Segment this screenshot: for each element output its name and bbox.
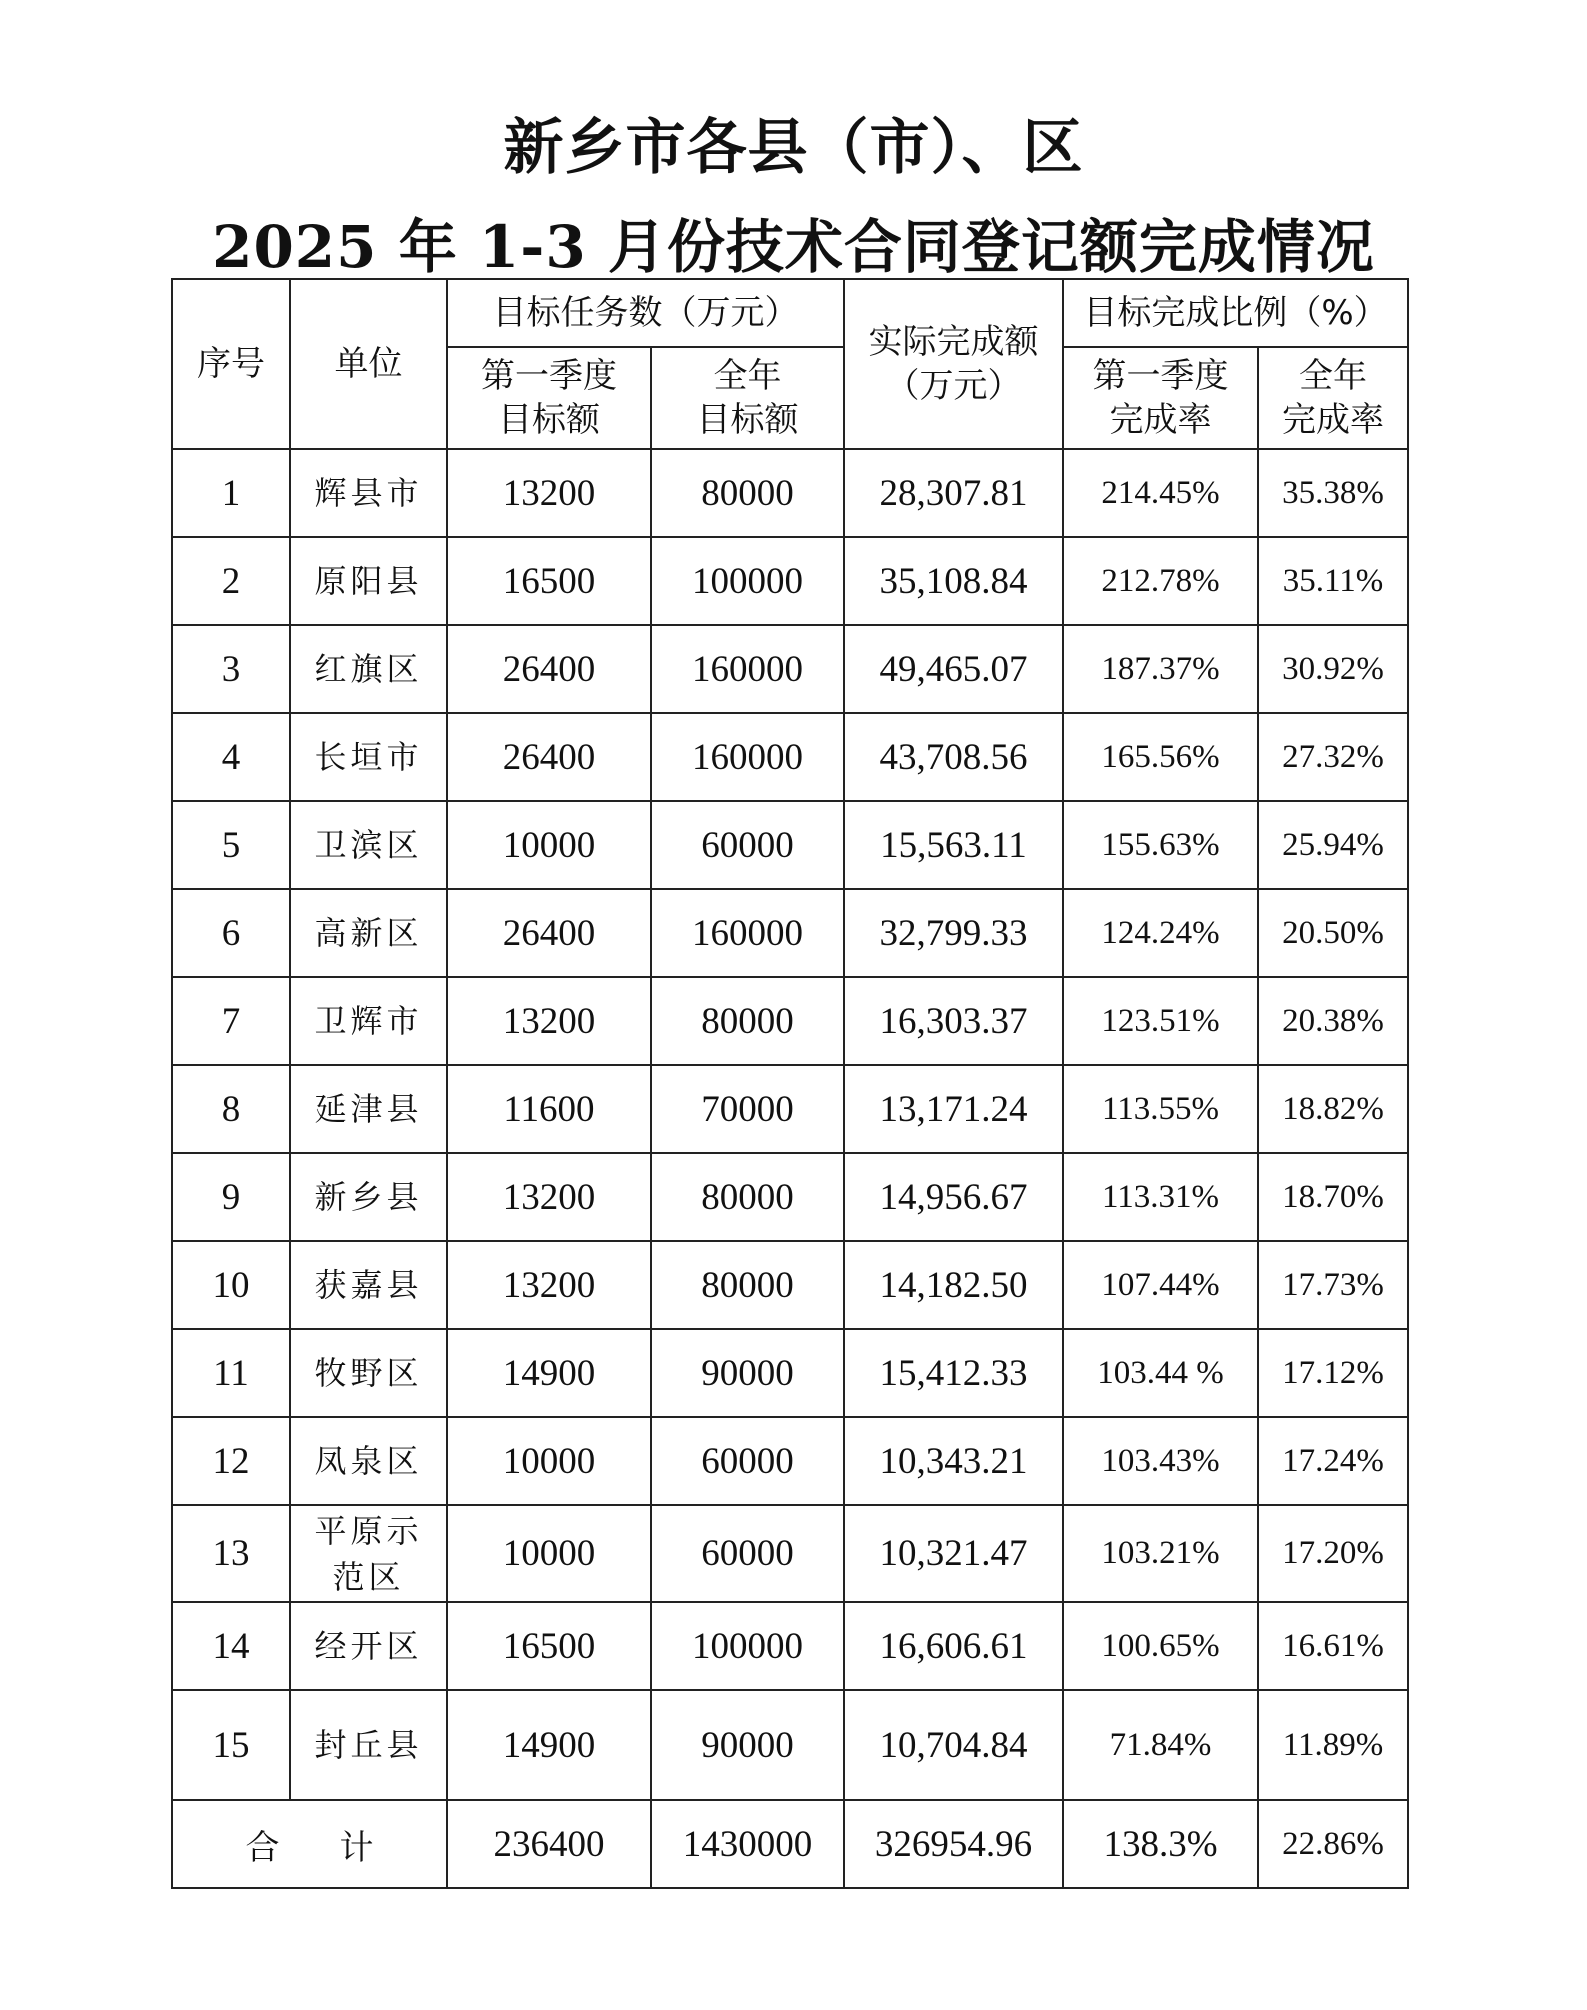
row-q1-target: 13200 [447,1153,651,1241]
page-title: 新乡市各县（市）、区 [503,113,1084,183]
row-year-target: 90000 [651,1329,844,1417]
row-unit: 辉县市 [290,449,447,537]
row-actual: 43,708.56 [844,713,1063,801]
row-unit-line1: 平原示 [314,1511,423,1550]
row-year-target: 160000 [651,713,844,801]
table-row [172,1505,1408,1602]
row-year-rate: 25.94% [1258,801,1408,889]
row-actual: 14,956.67 [844,1153,1063,1241]
row-year-target: 60000 [651,801,844,889]
row-q1-target: 10000 [447,1505,651,1602]
row-seq: 11 [172,1329,290,1417]
row-seq: 14 [172,1602,290,1690]
row-year-target: 80000 [651,449,844,537]
row-seq: 7 [172,977,290,1065]
row-actual: 10,321.47 [844,1505,1063,1602]
row-unit: 经开区 [290,1602,447,1690]
table-row [172,1417,1408,1505]
row-q1-rate: 107.44% [1063,1241,1258,1329]
table-row [172,801,1408,889]
row-unit: 长垣市 [290,713,447,801]
row-q1-target: 14900 [447,1690,651,1800]
row-year-target: 60000 [651,1505,844,1602]
row-q1-target: 26400 [447,713,651,801]
row-q1-target: 13200 [447,977,651,1065]
row-q1-rate: 155.63% [1063,801,1258,889]
row-seq: 1 [172,449,290,537]
row-q1-rate: 113.31% [1063,1153,1258,1241]
row-year-rate: 16.61% [1258,1602,1408,1690]
row-q1-target: 11600 [447,1065,651,1153]
row-actual: 35,108.84 [844,537,1063,625]
row-q1-rate: 212.78% [1063,537,1258,625]
table-row [172,713,1408,801]
row-unit [290,1505,447,1602]
header-unit: 单位 [290,279,447,449]
row-unit: 高新区 [290,889,447,977]
header-actual-line1: 实际完成额 [868,322,1039,362]
row-year-rate: 18.82% [1258,1065,1408,1153]
row-year-target: 80000 [651,977,844,1065]
header-year-target-line1: 全年 [713,356,782,396]
row-year-rate: 18.70% [1258,1153,1408,1241]
row-seq: 9 [172,1153,290,1241]
row-q1-rate: 103.43% [1063,1417,1258,1505]
total-year-target: 1430000 [651,1800,844,1888]
row-q1-target: 26400 [447,889,651,977]
total-q1-target: 236400 [447,1800,651,1888]
row-year-target: 70000 [651,1065,844,1153]
header-year-rate-line1: 全年 [1299,356,1367,396]
table-row [172,625,1408,713]
row-actual: 10,704.84 [844,1690,1063,1800]
row-year-target: 90000 [651,1690,844,1800]
row-seq: 2 [172,537,290,625]
row-actual: 10,343.21 [844,1417,1063,1505]
row-seq: 15 [172,1690,290,1800]
row-q1-rate: 124.24% [1063,889,1258,977]
row-unit-line2: 范区 [332,1557,405,1596]
row-unit: 延津县 [290,1065,447,1153]
row-year-rate: 17.12% [1258,1329,1408,1417]
row-q1-rate: 103.21% [1063,1505,1258,1602]
total-actual: 326954.96 [844,1800,1063,1888]
table-row [172,1065,1408,1153]
row-q1-target: 10000 [447,801,651,889]
row-year-target: 80000 [651,1153,844,1241]
row-q1-rate: 187.37% [1063,625,1258,713]
header-q1-rate [1063,347,1258,449]
row-unit: 卫辉市 [290,977,447,1065]
header-q1-rate-line2: 完成率 [1109,400,1212,440]
table-row [172,537,1408,625]
row-unit: 原阳县 [290,537,447,625]
row-year-rate: 35.11% [1258,537,1408,625]
header-row-1 [172,279,1408,347]
table-row [172,977,1408,1065]
row-actual: 32,799.33 [844,889,1063,977]
row-seq: 12 [172,1417,290,1505]
row-year-target: 100000 [651,1602,844,1690]
total-row [172,1800,1408,1888]
row-actual: 15,412.33 [844,1329,1063,1417]
row-actual: 16,303.37 [844,977,1063,1065]
row-q1-rate: 113.55% [1063,1065,1258,1153]
row-unit: 牧野区 [290,1329,447,1417]
header-year-target [651,347,844,449]
table-row [172,1602,1408,1690]
header-q1-target-line1: 第一季度 [481,356,617,396]
row-actual: 28,307.81 [844,449,1063,537]
row-seq: 13 [172,1505,290,1602]
row-year-target: 160000 [651,889,844,977]
header-actual-line2: （万元） [885,366,1022,406]
row-unit: 卫滨区 [290,801,447,889]
header-q1-target [447,347,651,449]
table-row [172,1153,1408,1241]
row-seq: 10 [172,1241,290,1329]
row-q1-rate: 71.84% [1063,1690,1258,1800]
row-unit: 封丘县 [290,1690,447,1800]
header-seq: 序号 [172,279,290,449]
table-row [172,1241,1408,1329]
page-subtitle: 2025 年 1-3 月份技术合同登记额完成情况 [212,213,1375,281]
total-q1-rate: 138.3% [1063,1800,1258,1888]
header-target-group: 目标任务数（万元） [447,279,844,347]
row-actual: 15,563.11 [844,801,1063,889]
row-q1-target: 16500 [447,537,651,625]
row-unit: 获嘉县 [290,1241,447,1329]
row-year-target: 160000 [651,625,844,713]
row-q1-rate: 103.44 % [1063,1329,1258,1417]
table-row [172,889,1408,977]
row-year-rate: 17.20% [1258,1505,1408,1602]
table-row [172,1329,1408,1417]
row-q1-target: 10000 [447,1417,651,1505]
header-q1-rate-line1: 第一季度 [1092,356,1229,396]
row-q1-rate: 214.45% [1063,449,1258,537]
row-q1-target: 14900 [447,1329,651,1417]
row-unit: 红旗区 [290,625,447,713]
row-q1-target: 13200 [447,449,651,537]
row-year-rate: 11.89% [1258,1690,1408,1800]
row-actual: 49,465.07 [844,625,1063,713]
total-year-rate: 22.86% [1258,1800,1408,1888]
row-year-rate: 20.50% [1258,889,1408,977]
header-year-target-line2: 目标额 [696,400,799,440]
row-year-target: 60000 [651,1417,844,1505]
table-row [172,449,1408,537]
row-actual: 13,171.24 [844,1065,1063,1153]
header-year-rate [1258,347,1408,449]
row-q1-target: 16500 [447,1602,651,1690]
row-year-rate: 35.38% [1258,449,1408,537]
row-year-rate: 17.24% [1258,1417,1408,1505]
row-year-rate: 27.32% [1258,713,1408,801]
row-q1-target: 13200 [447,1241,651,1329]
row-seq: 6 [172,889,290,977]
row-year-rate: 17.73% [1258,1241,1408,1329]
row-actual: 14,182.50 [844,1241,1063,1329]
row-year-target: 100000 [651,537,844,625]
row-q1-rate: 123.51% [1063,977,1258,1065]
row-unit: 新乡县 [290,1153,447,1241]
row-q1-rate: 100.65% [1063,1602,1258,1690]
completion-table [171,278,1409,1889]
row-q1-target: 26400 [447,625,651,713]
header-ratio-group: 目标完成比例（%） [1063,279,1408,347]
row-unit: 凤泉区 [290,1417,447,1505]
row-year-rate: 20.38% [1258,977,1408,1065]
row-year-target: 80000 [651,1241,844,1329]
row-seq: 3 [172,625,290,713]
row-actual: 16,606.61 [844,1602,1063,1690]
row-seq: 5 [172,801,290,889]
total-label: 合计 [172,1800,447,1888]
row-seq: 8 [172,1065,290,1153]
table-row [172,1690,1408,1800]
header-year-rate-line2: 完成率 [1282,400,1384,440]
header-q1-target-line2: 目标额 [498,400,600,440]
row-year-rate: 30.92% [1258,625,1408,713]
row-seq: 4 [172,713,290,801]
row-q1-rate: 165.56% [1063,713,1258,801]
header-actual [844,279,1063,449]
